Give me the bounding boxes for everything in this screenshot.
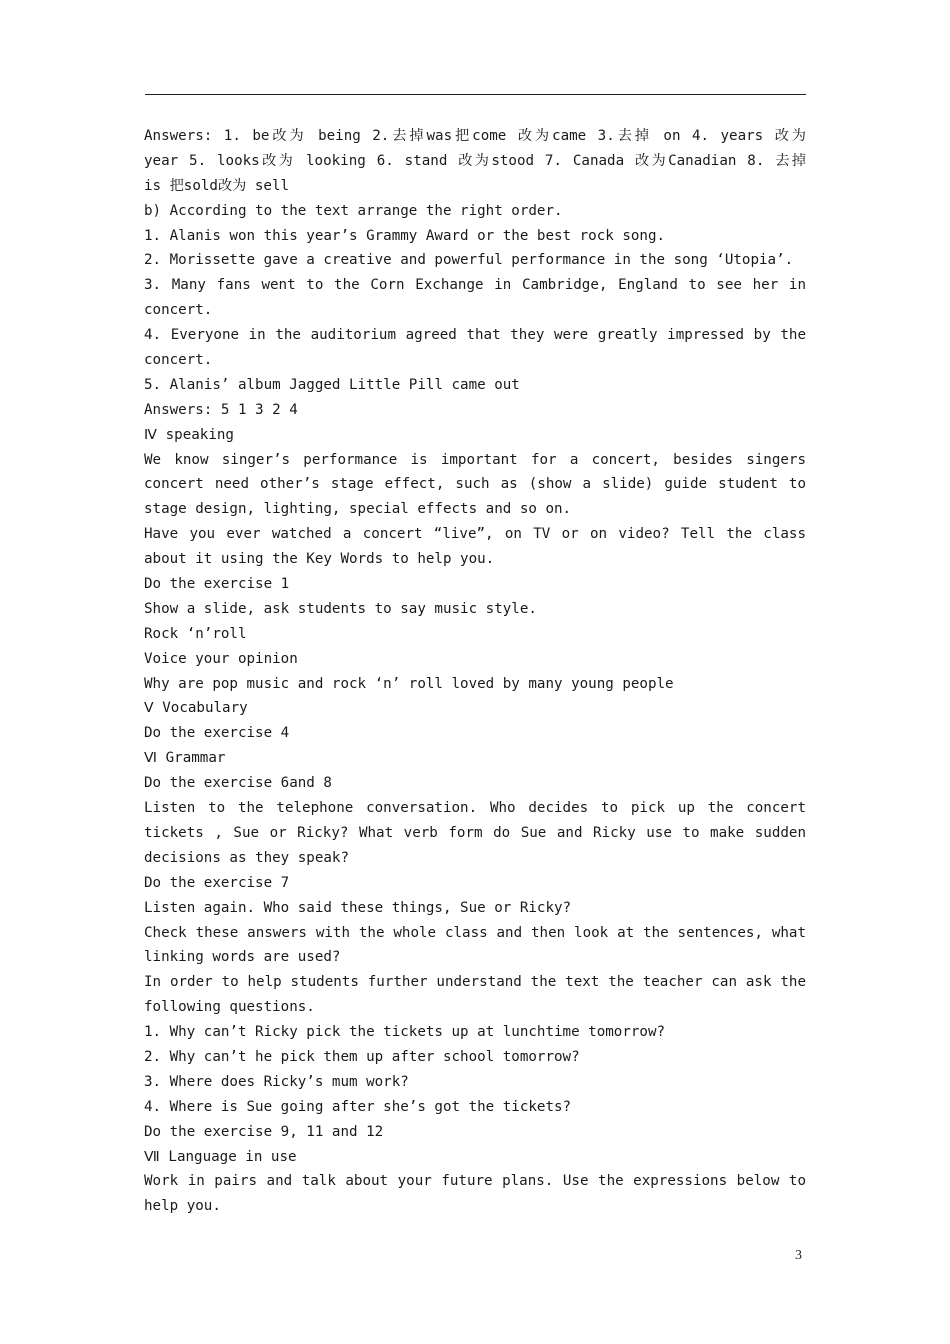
text-line: Listen again. Who said these things, Sue or Ricky? (144, 899, 572, 916)
text-line: linking words are used? (144, 949, 341, 966)
text-line: help you. (144, 1198, 221, 1215)
text-line: about it using the Key Words to help you. (144, 551, 495, 568)
text-line: Do the exercise 1 (144, 576, 290, 593)
text-line: 1. Why can’t Ricky pick the tickets up at lunchtime tomorrow? (144, 1024, 666, 1041)
text-line: concert need other’s stage effect, such as (show a slide) guide student to (144, 476, 806, 493)
text-line: stage design, lighting, special effects and so on. (144, 501, 572, 518)
text-line: 3. Where does Ricky’s mum work? (144, 1073, 409, 1090)
text-line: 4. Where is Sue going after she’s got the tickets? (144, 1098, 572, 1115)
text-line: Answers: 5 1 3 2 4 (144, 401, 298, 418)
text-line: concert. (144, 352, 213, 369)
text-line: 4. Everyone in the auditorium agreed that they were greatly impressed by the (144, 327, 806, 344)
text-line: b) According to the text arrange the right order. (144, 202, 563, 219)
page-number: 3 (795, 1248, 802, 1263)
text-line: following questions. (144, 999, 315, 1016)
text-line: 2. Why can’t he pick them up after school tomorrow? (144, 1048, 580, 1065)
text-line: tickets , Sue or Ricky? What verb form do Sue and Ricky use to make sudden (144, 824, 806, 841)
text-line: 1. Alanis won this year’s Grammy Award or the best rock song. (144, 227, 666, 244)
text-line: concert. (144, 302, 213, 319)
text-line: Ⅵ Grammar (144, 750, 226, 767)
document-body (144, 124, 806, 1219)
text-line: Ⅳ speaking (144, 426, 234, 443)
text-line: decisions as they speak? (144, 849, 349, 866)
text-line: year 5. looks改为 looking 6. stand 改为stood 7. Canada 改为Canadian 8. 去掉 (144, 152, 806, 169)
text-line: Do the exercise 4 (144, 725, 290, 742)
text-line: 5. Alanis’ album Jagged Little Pill came out (144, 376, 520, 393)
text-line: 3. Many fans went to the Corn Exchange in Cambridge, England to see her in (144, 277, 806, 294)
text-line: 2. Morissette gave a creative and powerful performance in the song ‘Utopia’. (144, 252, 794, 269)
text-line: is 把sold改为 sell (144, 177, 290, 194)
text-line: Voice your opinion (144, 650, 298, 667)
text-line: Rock ‘n’roll (144, 625, 247, 642)
text-line: Work in pairs and talk about your future plans. Use the expressions below to (144, 1173, 806, 1190)
text-line: Ⅴ Vocabulary (144, 700, 248, 717)
text-line: Ⅶ Language in use (144, 1148, 297, 1165)
text-line: Show a slide, ask students to say music style. (144, 600, 537, 617)
text-line: Check these answers with the whole class and then look at the sentences, what (144, 924, 806, 941)
text-line: Answers: 1. be改为 being 2.去掉was把come 改为came 3.去掉 on 4. years 改为 (144, 128, 806, 144)
text-line: In order to help students further understand the text the teacher can ask the (144, 974, 806, 991)
text-line: Do the exercise 6and 8 (144, 775, 332, 792)
text-line: We know singer’s performance is important for a concert, besides singers (144, 451, 806, 468)
header-rule (145, 94, 806, 95)
text-line: Have you ever watched a concert “live”, on TV or on video? Tell the class (144, 526, 806, 543)
text-line: Listen to the telephone conversation. Who decides to pick up the concert (144, 800, 806, 817)
text-line: Do the exercise 9, 11 and 12 (144, 1123, 384, 1140)
text-line: Why are pop music and rock ‘n’ roll loved by many young people (144, 675, 674, 692)
text-line: Do the exercise 7 (144, 874, 290, 891)
